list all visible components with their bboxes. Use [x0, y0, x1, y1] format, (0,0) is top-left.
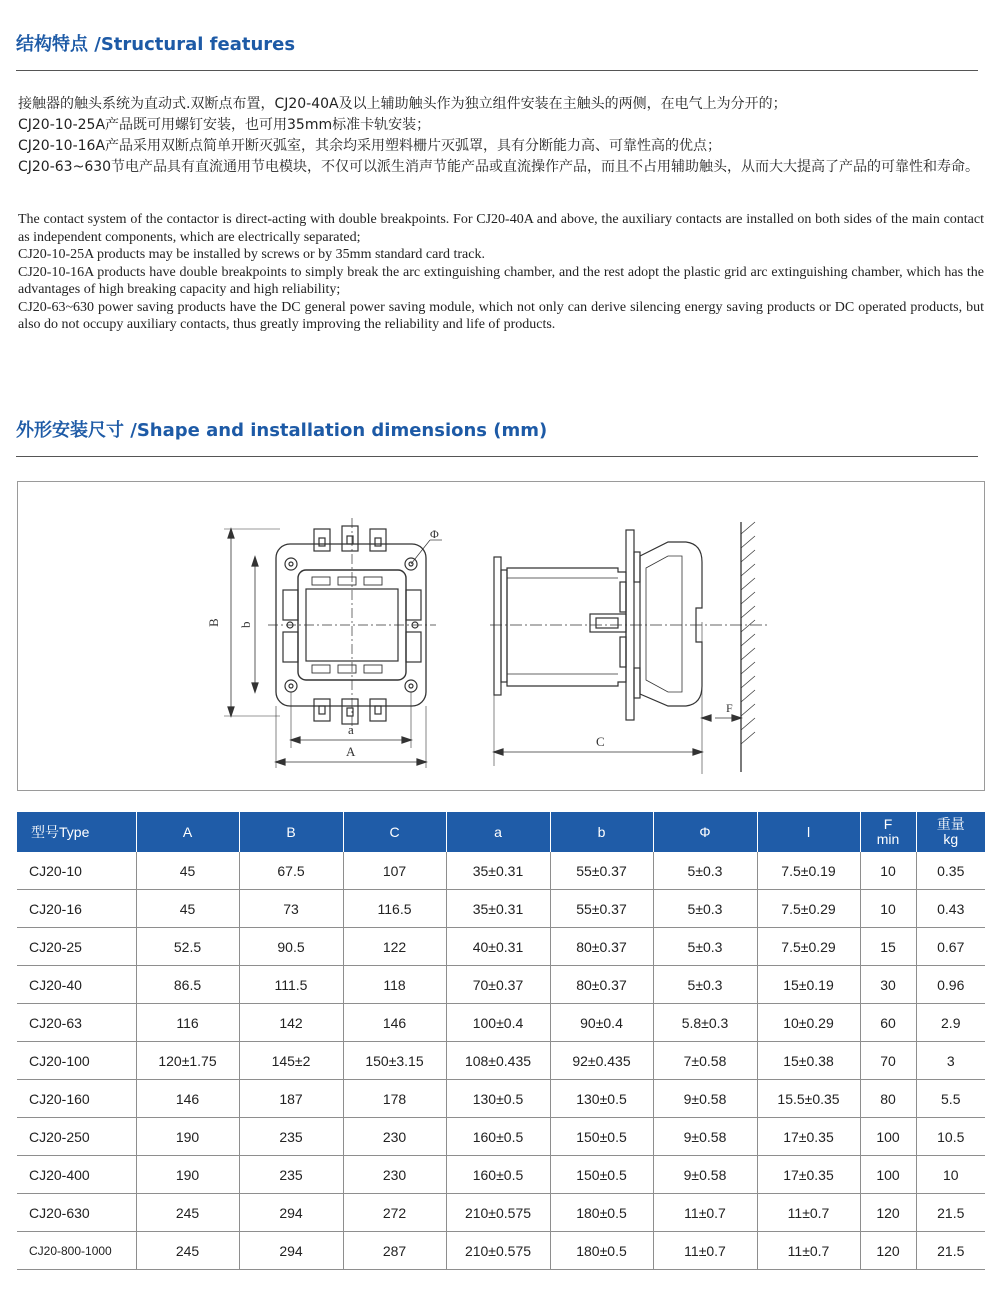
table-cell: 122 [343, 928, 446, 966]
table-row [17, 966, 985, 1004]
table-cell: 10.5 [916, 1118, 985, 1156]
table-cell: 111.5 [239, 966, 343, 1004]
table-cell: 11±0.7 [653, 1232, 757, 1270]
table-cell: 130±0.5 [550, 1080, 653, 1118]
front-view [206, 518, 442, 768]
table-cell: 21.5 [916, 1232, 985, 1270]
table-cell: 17±0.35 [757, 1156, 860, 1194]
table-cell: 67.5 [239, 852, 343, 890]
header-A: A [136, 812, 239, 852]
table-row [17, 1080, 985, 1118]
en-paragraph: The contact system of the contactor is direct-acting with double breakpoints. For CJ20-40A and above, the auxiliary contacts are installed on both sides of the main contact as independent components, which are electrically separated; [18, 212, 984, 245]
table-cell: 120 [860, 1232, 916, 1270]
table-cell: 73 [239, 890, 343, 928]
table-cell: 2.9 [916, 1004, 985, 1042]
model-cell: CJ20-63 [17, 1004, 136, 1042]
table-row [17, 1004, 985, 1042]
cn-paragraph: CJ20-10-25A产品既可用螺钉安装，也可用35mm标准卡轨安装； [18, 117, 431, 133]
table-cell: 35±0.31 [446, 890, 550, 928]
table-cell: 150±0.5 [550, 1156, 653, 1194]
table-cell: 10 [860, 852, 916, 890]
en-paragraph: CJ20-10-16A products have double breakpoints to simply break the arc extinguishing chamber, and the rest adopt the plastic grid arc extinguishing chamber, which has the advantages of high breaking capacity and high reliability; [18, 264, 984, 297]
table-cell: 100 [860, 1156, 916, 1194]
model-cell: CJ20-630 [17, 1194, 136, 1232]
table-row [17, 1042, 985, 1080]
table-cell: 180±0.5 [550, 1232, 653, 1270]
table-cell: 80 [860, 1080, 916, 1118]
table-cell: 7±0.58 [653, 1042, 757, 1080]
header-a: a [446, 812, 550, 852]
table-cell: 5.5 [916, 1080, 985, 1118]
table-cell: 55±0.37 [550, 890, 653, 928]
table-cell: 210±0.575 [446, 1232, 550, 1270]
table-cell: 0.35 [916, 852, 985, 890]
label-b: b [238, 621, 253, 628]
model-cell: CJ20-40 [17, 966, 136, 1004]
table-cell: 9±0.58 [653, 1080, 757, 1118]
table-cell: 235 [239, 1118, 343, 1156]
table-cell: 245 [136, 1232, 239, 1270]
header-weight: 重量 kg [916, 812, 985, 852]
label-C: C [596, 734, 605, 749]
table-cell: 21.5 [916, 1194, 985, 1232]
table-row [17, 1232, 985, 1270]
table-cell: 45 [136, 852, 239, 890]
dimension-drawing [17, 481, 985, 791]
model-cell: CJ20-16 [17, 890, 136, 928]
table-cell: 86.5 [136, 966, 239, 1004]
table-cell: 30 [860, 966, 916, 1004]
model-cell: CJ20-25 [17, 928, 136, 966]
table-cell: 5±0.3 [653, 852, 757, 890]
table-cell: 210±0.575 [446, 1194, 550, 1232]
table-cell: 70 [860, 1042, 916, 1080]
table-cell: 92±0.435 [550, 1042, 653, 1080]
table-row [17, 890, 985, 928]
table-cell: 230 [343, 1156, 446, 1194]
header-F-min: F min [860, 812, 916, 852]
model-cell: CJ20-250 [17, 1118, 136, 1156]
table-cell: 35±0.31 [446, 852, 550, 890]
table-cell: 11±0.7 [757, 1232, 860, 1270]
table-cell: 60 [860, 1004, 916, 1042]
model-cell: CJ20-100 [17, 1042, 136, 1080]
table-cell: 190 [136, 1118, 239, 1156]
label-phi: Φ [430, 527, 439, 541]
en-description [18, 211, 984, 334]
table-cell: 116 [136, 1004, 239, 1042]
dimensions-table [17, 812, 985, 1270]
en-paragraph: CJ20-10-25A products may be installed by screws or by 35mm standard card track. [18, 247, 485, 262]
label-a: a [348, 722, 354, 737]
table-cell: 15 [860, 928, 916, 966]
table-cell: 7.5±0.29 [757, 928, 860, 966]
table-cell: 9±0.58 [653, 1118, 757, 1156]
table-row [17, 1194, 985, 1232]
label-A: A [346, 744, 356, 759]
model-cell: CJ20-800-1000 [17, 1232, 136, 1270]
model-cell: CJ20-400 [17, 1156, 136, 1194]
table-cell: 120 [860, 1194, 916, 1232]
side-view [490, 522, 768, 774]
table-cell: 160±0.5 [446, 1118, 550, 1156]
table-cell: 116.5 [343, 890, 446, 928]
table-cell: 55±0.37 [550, 852, 653, 890]
table-cell: 180±0.5 [550, 1194, 653, 1232]
header-type: 型号Type [17, 812, 136, 852]
table-cell: 230 [343, 1118, 446, 1156]
table-cell: 80±0.37 [550, 928, 653, 966]
table-cell: 15±0.19 [757, 966, 860, 1004]
table-row [17, 1118, 985, 1156]
section-title-structural: 结构特点 /Structural features [16, 34, 296, 55]
table-cell: 294 [239, 1194, 343, 1232]
table-cell: 0.96 [916, 966, 985, 1004]
table-cell: 11±0.7 [653, 1194, 757, 1232]
label-F: F [726, 701, 733, 715]
cn-paragraph: CJ20-10-16A产品采用双断点简单开断灭弧室，其余均采用塑料栅片灭弧罩，具有分断能力高、可靠性高的优点； [18, 138, 722, 154]
header-C: C [343, 812, 446, 852]
table-cell: 272 [343, 1194, 446, 1232]
cn-paragraph: CJ20-63~630节电产品具有直流通用节电模块，不仅可以派生消声节能产品或直流操作产品，而且不占用辅助触头，从而大大提高了产品的可靠性和寿命。 [18, 159, 980, 175]
table-cell: 150±0.5 [550, 1118, 653, 1156]
table-cell: 245 [136, 1194, 239, 1232]
table-cell: 130±0.5 [446, 1080, 550, 1118]
table-cell: 15±0.38 [757, 1042, 860, 1080]
table-cell: 3 [916, 1042, 985, 1080]
table-header-row [17, 812, 985, 852]
table-cell: 5±0.3 [653, 928, 757, 966]
table-cell: 118 [343, 966, 446, 1004]
table-cell: 5±0.3 [653, 966, 757, 1004]
table-row [17, 1156, 985, 1194]
table-cell: 287 [343, 1232, 446, 1270]
table-cell: 15.5±0.35 [757, 1080, 860, 1118]
table-cell: 160±0.5 [446, 1156, 550, 1194]
table-cell: 108±0.435 [446, 1042, 550, 1080]
table-cell: 52.5 [136, 928, 239, 966]
model-cell: CJ20-10 [17, 852, 136, 890]
table-cell: 90±0.4 [550, 1004, 653, 1042]
label-B: B [206, 618, 221, 627]
header-b: b [550, 812, 653, 852]
table-cell: 9±0.58 [653, 1156, 757, 1194]
table-cell: 146 [343, 1004, 446, 1042]
table-cell: 150±3.15 [343, 1042, 446, 1080]
table-cell: 7.5±0.19 [757, 852, 860, 890]
table-cell: 70±0.37 [446, 966, 550, 1004]
table-row [17, 928, 985, 966]
divider [16, 456, 978, 457]
table-cell: 10±0.29 [757, 1004, 860, 1042]
table-cell: 0.67 [916, 928, 985, 966]
table-cell: 235 [239, 1156, 343, 1194]
table-cell: 40±0.31 [446, 928, 550, 966]
table-cell: 5±0.3 [653, 890, 757, 928]
header-l: l [757, 812, 860, 852]
table-cell: 187 [239, 1080, 343, 1118]
divider [16, 70, 978, 71]
table-cell: 100±0.4 [446, 1004, 550, 1042]
table-row [17, 852, 985, 890]
table-cell: 5.8±0.3 [653, 1004, 757, 1042]
model-cell: CJ20-160 [17, 1080, 136, 1118]
table-cell: 17±0.35 [757, 1118, 860, 1156]
table-cell: 80±0.37 [550, 966, 653, 1004]
table-cell: 10 [860, 890, 916, 928]
table-cell: 178 [343, 1080, 446, 1118]
table-cell: 142 [239, 1004, 343, 1042]
header-B: B [239, 812, 343, 852]
en-paragraph: CJ20-63~630 power saving products have the DC general power saving module, which not only can derive silencing energy saving products or DC operated products, but also do not occupy auxiliary contacts, thus greatly improving the reliability and life of products. [18, 299, 984, 332]
section-title-dimensions: 外形安装尺寸 /Shape and installation dimensions (mm) [16, 420, 548, 441]
table-cell: 11±0.7 [757, 1194, 860, 1232]
cn-description [18, 94, 980, 178]
cn-paragraph: 接触器的触头系统为直动式.双断点布置，CJ20-40A及以上辅助触头作为独立组件安装在主触头的两侧，在电气上为分开的； [18, 96, 787, 112]
table-body [17, 852, 985, 1270]
table-cell: 10 [916, 1156, 985, 1194]
table-cell: 190 [136, 1156, 239, 1194]
table-cell: 7.5±0.29 [757, 890, 860, 928]
table-cell: 107 [343, 852, 446, 890]
table-cell: 294 [239, 1232, 343, 1270]
table-cell: 100 [860, 1118, 916, 1156]
technical-drawing [18, 482, 984, 790]
table-cell: 146 [136, 1080, 239, 1118]
table-cell: 145±2 [239, 1042, 343, 1080]
table-cell: 45 [136, 890, 239, 928]
table-cell: 120±1.75 [136, 1042, 239, 1080]
header-phi: Φ [653, 812, 757, 852]
table-cell: 90.5 [239, 928, 343, 966]
table-cell: 0.43 [916, 890, 985, 928]
